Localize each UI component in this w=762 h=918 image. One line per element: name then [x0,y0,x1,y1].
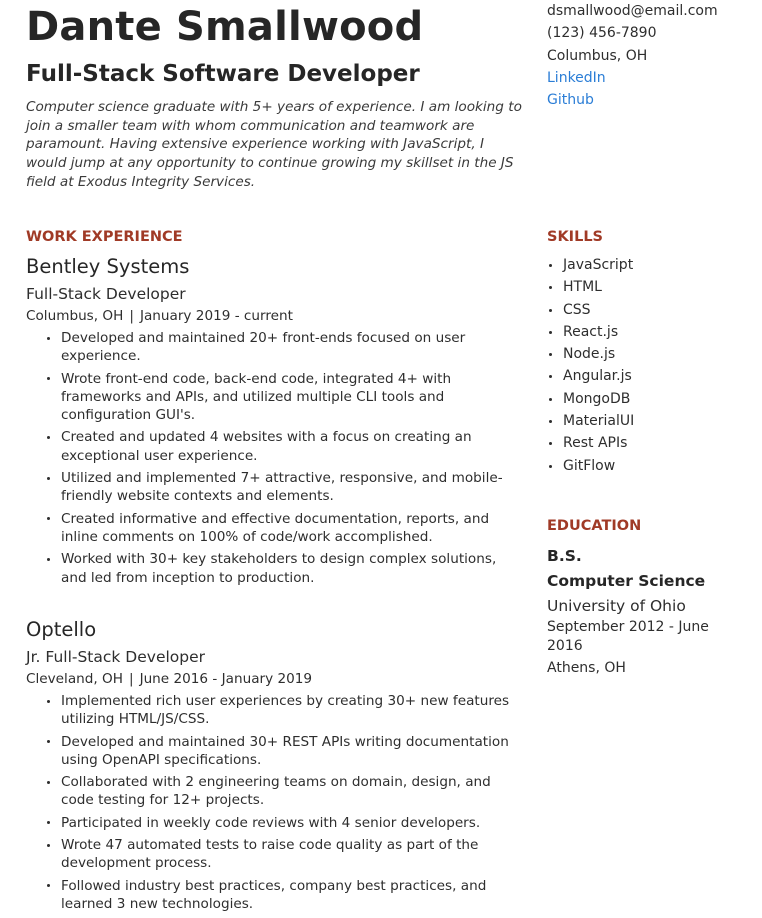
degree-level: B.S. [547,547,582,565]
meta-separator: | [129,308,134,324]
job-entry [26,254,522,591]
list-item: Developed and maintained 30+ REST APIs writing documentation using OpenAPI specifications. [26,733,522,770]
work-experience-heading: WORK EXPERIENCE [26,229,183,245]
meta-separator: | [128,671,134,687]
job-bullets [26,692,522,913]
contact-block [547,0,718,111]
list-item: JavaScript [547,254,634,276]
education-block [547,544,747,678]
list-item: MongoDB [547,388,634,410]
job-meta [26,307,522,325]
list-item: HTML [547,276,634,298]
school-name: University of Ohio [547,597,686,615]
contact-phone: (123) 456-7890 [547,25,657,42]
list-item: CSS [547,299,634,321]
list-item: Worked with 30+ key stakeholders to design complex solutions, and led from inception to production. [26,550,522,587]
job-location: Cleveland, OH [26,671,123,687]
job-dates: June 2016 - January 2019 [139,671,313,687]
list-item: Wrote front-end code, back-end code, integrated 4+ with frameworks and APIs, and utilized multiple CLI tools and configuration GUI's. [26,370,522,425]
list-item: Collaborated with 2 engineering teams on domain, design, and code testing for 12+ projects. [26,773,522,810]
job-bullets [26,329,522,587]
list-item: Angular.js [547,365,634,387]
linkedin-link[interactable]: LinkedIn [547,69,606,86]
job-location: Columbus, OH [26,308,124,324]
list-item: Developed and maintained 20+ front-ends focused on user experience. [26,329,522,366]
education-dates: September 2012 - June 2016 [547,619,709,654]
job-company: Optello [26,618,97,641]
list-item: Implemented rich user experiences by creating 30+ new features utilizing HTML/JS/CSS. [26,692,522,729]
list-item: Created informative and effective documentation, reports, and inline comments on 100% of code/work accomplished. [26,510,522,547]
list-item: Node.js [547,343,634,365]
summary-paragraph: Computer science graduate with 5+ years of experience. I am looking to join a smaller team with whom communication and teamwork are paramount. Having extensive experience working with JavaScript, I would jump at any opportunity to continue growing my skillset in the JS field at Exodus Integrity Services. [26,99,522,190]
list-item: React.js [547,321,634,343]
list-item: MaterialUI [547,410,634,432]
candidate-name: Dante Smallwood [26,4,424,50]
job-company: Bentley Systems [26,255,190,278]
skills-heading: SKILLS [547,229,603,245]
list-item: Participated in weekly code reviews with 4 senior developers. [26,814,522,832]
list-item: Utilized and implemented 7+ attractive, responsive, and mobile-friendly website contexts and elements. [26,469,522,506]
list-item: Wrote 47 automated tests to raise code quality as part of the development process. [26,836,522,873]
list-item: Created and updated 4 websites with a focus on creating an exceptional user experience. [26,428,522,465]
job-title: Jr. Full-Stack Developer [26,648,206,666]
education-location: Athens, OH [547,660,626,676]
job-entry [26,617,522,917]
education-heading: EDUCATION [547,518,642,534]
job-meta [26,670,522,688]
github-link[interactable]: Github [547,92,594,109]
job-dates: January 2019 - current [139,308,293,324]
candidate-role: Full-Stack Software Developer [26,61,420,87]
list-item: GitFlow [547,455,634,477]
contact-location: Columbus, OH [547,47,648,64]
list-item: Rest APIs [547,432,634,454]
list-item: Followed industry best practices, company best practices, and learned 3 new technologies. [26,877,522,914]
degree-field: Computer Science [547,572,706,590]
job-title: Full-Stack Developer [26,285,186,303]
contact-email: dsmallwood@email.com [547,3,718,19]
skills-list [547,254,634,477]
